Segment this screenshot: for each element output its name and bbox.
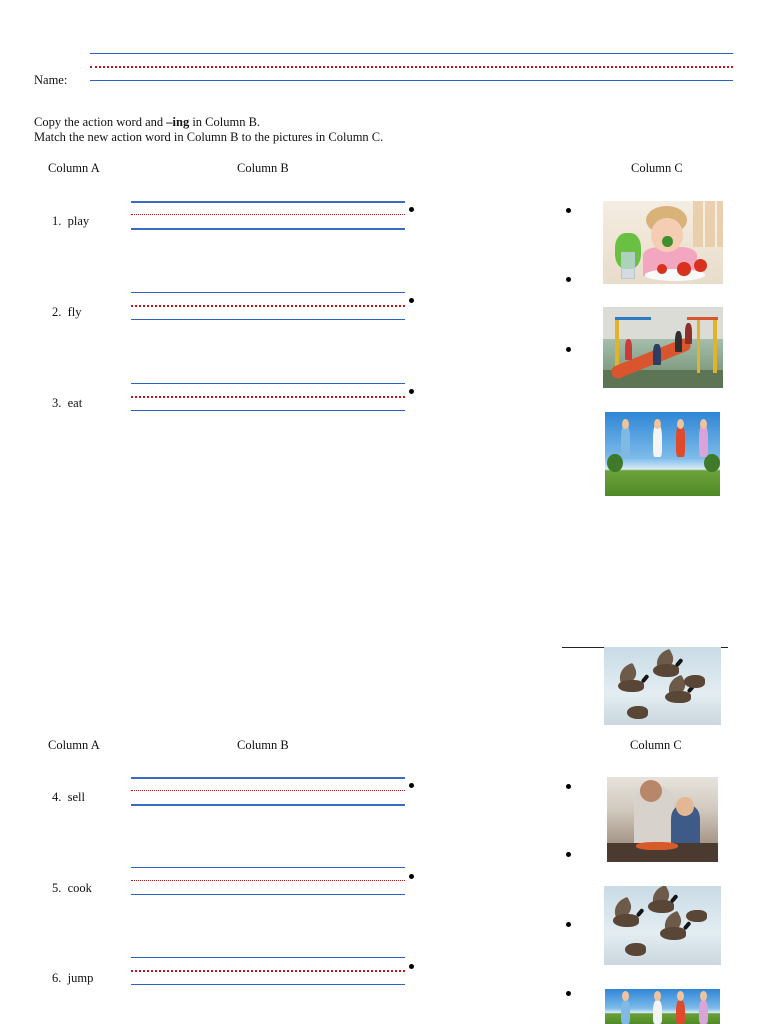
match-dot-b2[interactable] (409, 298, 414, 303)
child-eating-picture (603, 201, 723, 284)
action-word: eat (67, 396, 83, 410)
children-jumping-picture (605, 412, 720, 496)
match-dot-b4[interactable] (409, 783, 414, 788)
match-dot-b3[interactable] (409, 389, 414, 394)
match-dot-c1[interactable] (566, 208, 571, 213)
writing-line-mid (131, 790, 405, 791)
writing-line-bottom (131, 804, 405, 806)
writing-line-mid (131, 214, 405, 215)
word-item-4 (52, 790, 85, 804)
action-word: fly (67, 305, 82, 319)
name-writing-line-top (90, 53, 733, 54)
column-a-header-2: Column A (48, 738, 100, 752)
word-item-3 (52, 396, 82, 410)
action-word: play (67, 214, 90, 228)
match-dot-c6[interactable] (566, 922, 571, 927)
column-b-header-2: Column B (237, 738, 289, 752)
match-dot-c4[interactable] (566, 784, 571, 789)
playground-picture (603, 307, 723, 388)
item-number: 2. (52, 305, 62, 319)
word-item-2 (52, 305, 82, 319)
column-a-header: Column A (48, 161, 100, 175)
match-dot-b6[interactable] (409, 964, 414, 969)
instruction-line-1-prefix: Copy the action word and (34, 115, 167, 129)
instruction-line-1 (34, 115, 260, 129)
match-dot-b5[interactable] (409, 874, 414, 879)
writing-line-top (131, 201, 405, 203)
writing-line-bottom (131, 984, 405, 985)
writing-line-top (131, 957, 405, 958)
item-number: 4. (52, 790, 62, 804)
writing-line-top (131, 777, 405, 779)
action-word: sell (67, 790, 85, 804)
action-word: cook (67, 881, 92, 895)
word-item-5 (52, 881, 92, 895)
writing-line-top (131, 292, 405, 293)
writing-line-bottom (131, 894, 405, 895)
name-label: Name: (34, 73, 68, 87)
item-number: 6. (52, 971, 62, 985)
match-dot-c5[interactable] (566, 852, 571, 857)
action-word: jump (67, 971, 94, 985)
item-number: 1. (52, 214, 62, 228)
writing-line-bottom (131, 319, 405, 320)
geese-flying-picture-2 (604, 886, 721, 965)
word-item-1 (52, 214, 89, 228)
instruction-ing-suffix: –ing (166, 115, 190, 129)
writing-line-bottom (131, 410, 405, 411)
name-writing-line-mid (90, 66, 733, 68)
column-c-header: Column C (631, 161, 683, 175)
match-dot-c2[interactable] (566, 277, 571, 282)
match-dot-b1[interactable] (409, 207, 414, 212)
writing-line-mid (131, 880, 405, 881)
word-item-6 (52, 971, 93, 985)
writing-line-mid (131, 970, 405, 972)
item-number: 3. (52, 396, 62, 410)
writing-line-mid (131, 305, 405, 307)
name-writing-line-bottom[interactable] (90, 80, 733, 81)
writing-line-top (131, 383, 405, 384)
geese-flying-picture (604, 647, 721, 725)
writing-line-mid (131, 396, 405, 398)
instruction-line-1-suffix: in Column B. (189, 115, 261, 129)
match-dot-c3[interactable] (566, 347, 571, 352)
instruction-line-2: Match the new action word in Column B to the pictures in Column C. (34, 130, 384, 144)
column-b-header: Column B (237, 161, 289, 175)
item-number: 5. (52, 881, 62, 895)
column-c-header-2: Column C (630, 738, 682, 752)
father-son-cooking-picture (607, 777, 718, 862)
writing-line-top (131, 867, 405, 868)
children-jumping-picture-2 (605, 989, 720, 1024)
writing-line-bottom (131, 228, 405, 230)
match-dot-c7[interactable] (566, 991, 571, 996)
